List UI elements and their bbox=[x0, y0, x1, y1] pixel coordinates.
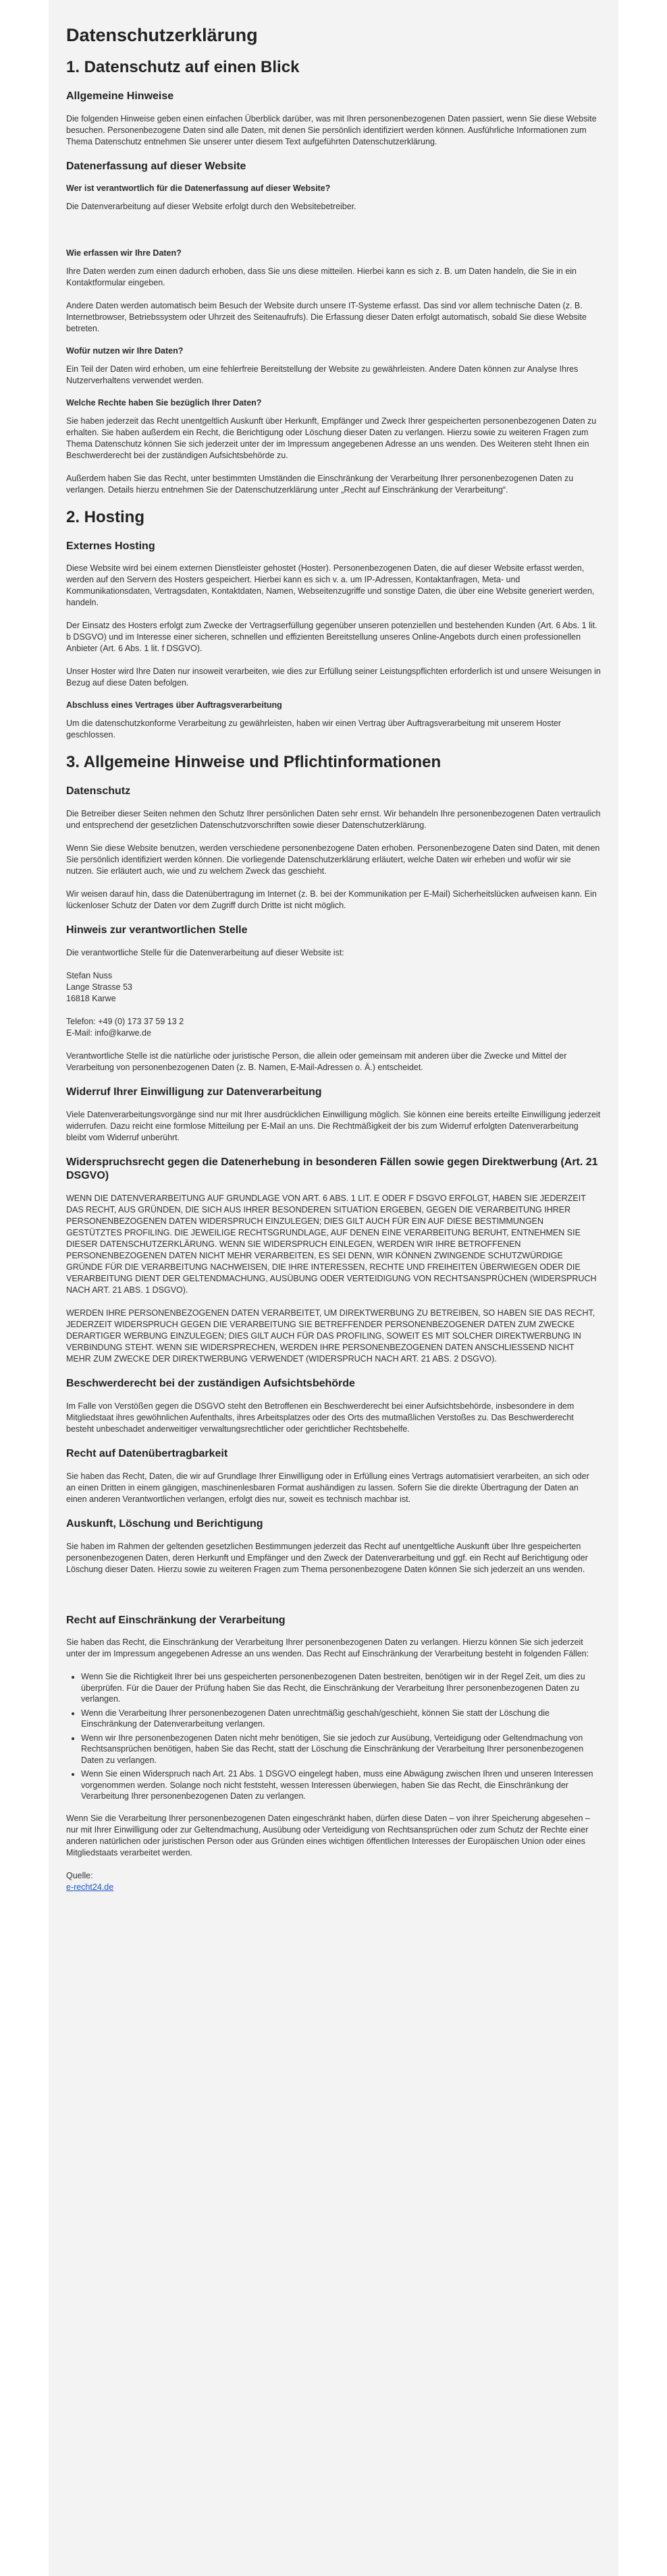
section-heading-general-info: 3. Allgemeine Hinweise und Pflichtinformationen bbox=[66, 753, 442, 772]
paragraph: Die folgenden Hinweise geben einen einfachen Überblick darüber, was mit Ihren personenbezogenen Daten passiert, wenn Sie diese Website besuchen. Personenbezogene Daten sind alle Daten, mit denen Sie persönlich identifiziert werden können. Ausführliche Informationen zum Thema Datenschutz entnehmen Sie unserer unter diesem Text aufgeführten Datenschutzerklärung. bbox=[66, 113, 597, 146]
paragraph: Die Betreiber dieser Seiten nehmen den Schutz Ihrer persönlichen Daten sehr ernst. Wir behandeln Ihre personenbezogenen Daten vertraulich und entsprechend der gesetzlichen Datenschutzvorschriften sowie dieser Datenschutzerklärung. bbox=[66, 808, 601, 830]
document-page bbox=[49, 0, 618, 2576]
paragraph: Verantwortliche Stelle ist die natürliche oder juristische Person, die allein oder gemeinsam mit anderen über die Zwecke und Mittel der Verarbeitung von personenbezogenen Daten (z. B. Namen, E-Mail-Adressen o. Ä.) entscheidet. bbox=[66, 1051, 567, 1072]
contact-phone: Telefon: +49 (0) 173 37 59 13 2 bbox=[66, 1016, 184, 1026]
question-heading: Wer ist verantwortlich für die Datenerfassung auf dieser Website? bbox=[66, 183, 331, 193]
contact-email: E-Mail: info@karwe.de bbox=[66, 1028, 151, 1038]
subheading-external-hosting: Externes Hosting bbox=[66, 540, 155, 552]
paragraph: Unser Hoster wird Ihre Daten nur insoweit verarbeiten, wie dies zur Erfüllung seiner Leistungspflichten erforderlich ist und unsere Weisungen in Bezug auf diese Daten befolgen. bbox=[66, 667, 601, 688]
paragraph: Sie haben im Rahmen der geltenden gesetzlichen Bestimmungen jederzeit das Recht auf unentgeltliche Auskunft über Ihre gespeicherten personenbezogenen Daten, deren Herkunft und Empfänger und den Zweck der Datenverarbeitung und ggf. ein Recht auf Berichtigung oder Löschung dieser Daten. Hierzu sowie zu weiteren Fragen zum Thema personenbezogene Daten können Sie sich jederzeit an uns wenden. bbox=[66, 1541, 588, 1574]
subheading-information: Auskunft, Löschung und Berichtigung bbox=[66, 1517, 263, 1530]
source bbox=[66, 1870, 601, 1893]
contact-city: 16818 Karwe bbox=[66, 993, 116, 1003]
list-item: • Wenn die Verarbeitung Ihrer personenbezogenen Daten unrechtmäßig geschah/geschieht, können Sie statt der Löschung die Einschränkung der Datenverarbeitung verlangen. bbox=[81, 1708, 601, 1730]
document-content bbox=[49, 0, 618, 1893]
subheading-privacy: Datenschutz bbox=[66, 785, 131, 797]
section-heading-hosting: 2. Hosting bbox=[66, 507, 145, 526]
paragraph: Ein Teil der Daten wird erhoben, um eine fehlerfreie Bereitstellung der Website zu gewährleisten. Andere Daten können zur Analyse Ihres Nutzerverhaltens verwendet werden. bbox=[66, 364, 579, 385]
subheading-general: Allgemeine Hinweise bbox=[66, 90, 174, 103]
contact-address bbox=[66, 970, 601, 1005]
paragraph: Die verantwortliche Stelle für die Datenverarbeitung auf dieser Website ist: bbox=[66, 947, 344, 957]
paragraph: Viele Datenverarbeitungsvorgänge sind nur mit Ihrer ausdrücklichen Einwilligung möglich. Sie können eine bereits erteilte Einwilligung jederzeit widerrufen. Dazu reicht eine formlose Mitteilung per E-Mail an uns. Die Rechtmäßigkeit der bis zum Widerruf erfolgten Datenverarbeitung bleibt vom Widerruf unberührt. bbox=[66, 1109, 601, 1142]
question-heading: Welche Rechte haben Sie bezüglich Ihrer Daten? bbox=[66, 397, 262, 408]
paragraph: WENN DIE DATENVERARBEITUNG AUF GRUNDLAGE VON ART. 6 ABS. 1 LIT. E ODER F DSGVO ERFOLGT, HABEN SIE JEDERZEIT DAS RECHT, AUS GRÜNDEN, DIE SICH AUS IHRER BESONDEREN SITUATION ERGEBEN, GEGEN DIE VERARBEITUNG IHRER PERSONENBEZOGENEN DATEN WIDERSPRUCH EINZULEGEN; DIES GILT AUCH FÜR EIN AUF DIESE BESTIMMUNGEN GESTÜTZTES PROFILING. DIE JEWEILIGE RECHTSGRUNDLAGE, AUF DENEN EINE VERARBEITUNG BERUHT, ENTNEHMEN SIE DIESER DATENSCHUTZERKLÄRUNG. WENN SIE WIDERSPRUCH EINLEGEN, WERDEN WIR IHRE BETROFFENEN PERSONENBEZOGENEN DATEN NICHT MEHR VERARBEITEN, ES SEI DENN, WIR KÖNNEN ZWINGENDE SCHUTZWÜRDIGE GRÜNDE FÜR DIE VERARBEITUNG NACHWEISEN, DIE IHRE INTERESSEN, RECHTE UND FREIHEITEN ÜBERWIEGEN ODER DIE VERARBEITUNG DIENT DER GELTENDMACHUNG, AUSÜBUNG ODER VERTEIDIGUNG VON RECHTSANSPRÜCHEN (WIDERSPRUCH NACH ART. 21 ABS. 1 DSGVO). bbox=[66, 1194, 597, 1295]
paragraph: WERDEN IHRE PERSONENBEZOGENEN DATEN VERARBEITET, UM DIREKTWERBUNG ZU BETREIBEN, SO HABEN SIE DAS RECHT, JEDERZEIT WIDERSPRUCH GEGEN DIE VERARBEITUNG SIE BETREFFENDER PERSONENBEZOGENER DATEN ZUM ZWECKE DERARTIGER WERBUNG EINZULEGEN; DIES GILT AUCH FÜR DAS PROFILING, SOWEIT ES MIT SOLCHER DIREKTWERBUNG IN VERBINDUNG STEHT. WENN SIE WIDERSPRECHEN, WERDEN IHRE PERSONENBEZOGENEN DATEN ANSCHLIESSEND NICHT MEHR ZUM ZWECKE DER DIREKTWERBUNG VERWENDET (WIDERSPRUCH NACH ART. 21 ABS. 2 DSGVO). bbox=[66, 1308, 595, 1364]
paragraph: Um die datenschutzkonforme Verarbeitung zu gewährleisten, haben wir einen Vertrag über Auftragsverarbeitung mit unserem Hoster geschlossen. bbox=[66, 719, 562, 740]
subheading-restriction: Recht auf Einschränkung der Verarbeitung bbox=[66, 1614, 286, 1626]
list-item: • Wenn Sie einen Widerspruch nach Art. 21 Abs. 1 DSGVO eingelegt haben, muss eine Abwägung zwischen Ihren und unseren Interessen vorgenommen werden. Solange noch nicht feststeht, wessen Interessen überwiegen, haben Sie das Recht, die Einschränkung der Verarbeitung Ihrer personenbezogenen Daten zu verlangen. bbox=[81, 1768, 601, 1802]
subheading-objection: Widerspruchsrecht gegen die Datenerhebung in besonderen Fällen sowie gegen Direktwerbung (Art. 21 DSGVO) bbox=[66, 1156, 598, 1182]
paragraph: Wenn Sie die Verarbeitung Ihrer personenbezogenen Daten eingeschränkt haben, dürfen diese Daten – von ihrer Speicherung abgesehen – nur mit Ihrer Einwilligung oder zur Geltendmachung, Ausübung oder Verteidigung von Rechtsansprüchen oder zum Schutz der Rechte einer anderen natürlichen oder juristischen Person oder aus Gründen eines wichtigen öffentlichen Interesses der Europäischen Union oder eines Mitgliedstaats verarbeitet werden. bbox=[66, 1813, 591, 1857]
paragraph: Außerdem haben Sie das Recht, unter bestimmten Umständen die Einschränkung der Verarbeitung Ihrer personenbezogenen Daten zu verlangen. Details hierzu entnehmen Sie der Datenschutzerklärung unter „Recht auf Einschränkung der Verarbeitung“. bbox=[66, 473, 574, 495]
source-link[interactable]: e-recht24.de bbox=[66, 1882, 114, 1892]
paragraph: Wir weisen darauf hin, dass die Datenübertragung im Internet (z. B. bei der Kommunikation per E-Mail) Sicherheitslücken aufweisen kann. Ein lückenloser Schutz der Daten vor dem Zugriff durch Dritte ist nicht möglich. bbox=[66, 889, 597, 910]
page-title: Datenschutzerklärung bbox=[66, 25, 258, 45]
subheading-portability: Recht auf Datenübertragbarkeit bbox=[66, 1447, 228, 1459]
paragraph: Sie haben das Recht, Daten, die wir auf Grundlage Ihrer Einwilligung oder in Erfüllung eines Vertrags automatisiert verarbeiten, an sich oder an einen Dritten in einem gängigen, maschinenlesbaren Format aushändigen zu lassen. Sofern Sie die direkte Übertragung der Daten an einen anderen Verantwortlichen verlangen, erfolgt dies nur, soweit es technisch machbar ist. bbox=[66, 1471, 589, 1504]
source-label: Quelle: bbox=[66, 1870, 93, 1880]
question-heading: Wie erfassen wir Ihre Daten? bbox=[66, 248, 182, 258]
subheading-responsible: Hinweis zur verantwortlichen Stelle bbox=[66, 924, 248, 936]
restriction-list bbox=[66, 1671, 601, 1802]
contact-name: Stefan Nuss bbox=[66, 970, 113, 980]
subheading-complaint: Beschwerderecht bei der zuständigen Aufsichtsbehörde bbox=[66, 1378, 355, 1390]
paragraph: Ihre Daten werden zum einen dadurch erhoben, dass Sie uns diese mitteilen. Hierbei kann es sich z. B. um Daten handeln, die Sie in ein Kontaktformular eingeben. bbox=[66, 266, 577, 287]
list-item: • Wenn wir Ihre personenbezogenen Daten nicht mehr benötigen, Sie sie jedoch zur Ausübung, Verteidigung oder Geltendmachung von Rechtsansprüchen benötigen, haben Sie das Recht, statt der Löschung die Einschränkung der Verarbeitung Ihrer personenbezogenen Daten zu verlangen. bbox=[81, 1733, 601, 1766]
contact-street: Lange Strasse 53 bbox=[66, 982, 132, 992]
list-item: • Wenn Sie die Richtigkeit Ihrer bei uns gespeicherten personenbezogenen Daten bestreiten, benötigen wir in der Regel Zeit, um dies zu überprüfen. Für die Dauer der Prüfung haben Sie das Recht, die Einschränkung der Verarbeitung Ihrer personenbezogenen Daten zu verlangen. bbox=[81, 1671, 601, 1705]
question-heading: Wofür nutzen wir Ihre Daten? bbox=[66, 345, 184, 356]
section-heading-overview: 1. Datenschutz auf einen Blick bbox=[66, 58, 300, 77]
paragraph: Der Einsatz des Hosters erfolgt zum Zwecke der Vertragserfüllung gegenüber unseren potenziellen und bestehenden Kunden (Art. 6 Abs. 1 lit. b DSGVO) und im Interesse einer sicheren, schnellen und effizienten Bereitstellung unseres Online-Angebots durch einen professionellen Anbieter (Art. 6 Abs. 1 lit. f DSGVO). bbox=[66, 621, 597, 654]
subheading-revoke: Widerruf Ihrer Einwilligung zur Datenverarbeitung bbox=[66, 1086, 322, 1098]
paragraph: Sie haben das Recht, die Einschränkung der Verarbeitung Ihrer personenbezogenen Daten zu verlangen. Hierzu können Sie sich jederzeit unter der im Impressum angegebenen Adresse an uns wenden. Das Recht auf Einschränkung der Verarbeitung besteht in folgenden Fällen: bbox=[66, 1637, 589, 1659]
paragraph: Diese Website wird bei einem externen Dienstleister gehostet (Hoster). Personenbezogenen Daten, die auf dieser Website erfasst werden, werden auf den Servern des Hosters gespeichert. Hierbei kann es sich v. a. um IP-Adressen, Kontaktanfragen, Meta- und Kommunikationsdaten, Vertragsdaten, Kontaktdaten, Namen, Webseitenzugriffe und sonstige Daten, die über eine Website generiert werden, handeln. bbox=[66, 563, 595, 608]
contact-details bbox=[66, 1016, 601, 1039]
paragraph: Im Falle von Verstößen gegen die DSGVO steht den Betroffenen ein Beschwerderecht bei einer Aufsichtsbehörde, insbesondere in dem Mitgliedstaat ihres gewöhnlichen Aufenthalts, ihres Arbeitsplatzes oder des Orts des mutmaßlichen Verstoßes zu. Das Beschwerderecht besteht unbeschadet anderweitiger verwaltungsrechtlicher oder gerichtlicher Rechtsbehelfe. bbox=[66, 1401, 575, 1434]
paragraph: Sie haben jederzeit das Recht unentgeltlich Auskunft über Herkunft, Empfänger und Zweck Ihrer gespeicherten personenbezogenen Daten zu erhalten. Sie haben außerdem ein Recht, die Berichtigung oder Löschung dieser Daten zu verlangen. Hierzu sowie zu weiteren Fragen zum Thema Datenschutz können Sie sich jederzeit unter der im Impressum angegebenen Adresse an uns wenden. Des Weiteren steht Ihnen ein Beschwerderecht bei der zuständigen Aufsichtsbehörde zu. bbox=[66, 416, 597, 460]
paragraph: Wenn Sie diese Website benutzen, werden verschiedene personenbezogene Daten erhoben. Personenbezogene Daten sind Daten, mit denen Sie persönlich identifiziert werden können. Die vorliegende Datenschutzerklärung erläutert, welche Daten wir erheben und wofür wir sie nutzen. Sie erläutert auch, wie und zu welchem Zweck das geschieht. bbox=[66, 843, 600, 876]
paragraph: Die Datenverarbeitung auf dieser Website erfolgt durch den Websitebetreiber. bbox=[66, 201, 356, 211]
paragraph: Andere Daten werden automatisch beim Besuch der Website durch unsere IT-Systeme erfasst. Das sind vor allem technische Daten (z. B. Internetbrowser, Betriebssystem oder Uhrzeit des Seitenaufrufs). Die Erfassung dieser Daten erfolgt automatisch, sobald Sie diese Website betreten. bbox=[66, 300, 587, 333]
subheading-collection: Datenerfassung auf dieser Website bbox=[66, 160, 246, 172]
question-heading: Abschluss eines Vertrages über Auftragsverarbeitung bbox=[66, 700, 282, 710]
